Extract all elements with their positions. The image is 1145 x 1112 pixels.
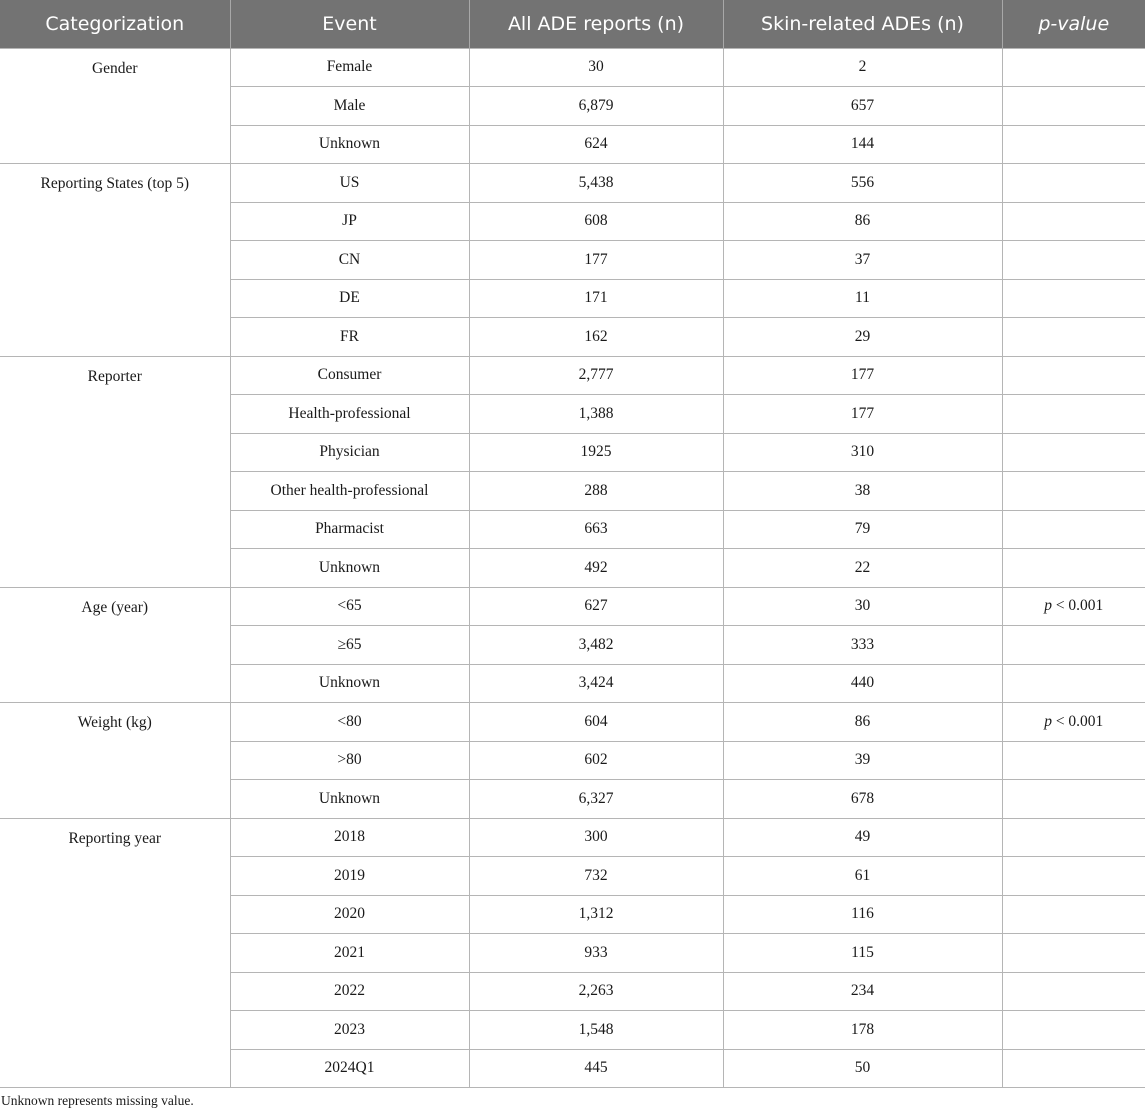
all-ade-count-cell: 30 (469, 48, 723, 87)
p-value-cell (1002, 587, 1145, 626)
skin-ade-count-cell: 79 (723, 510, 1002, 549)
category-cell: Reporting States (top 5) (0, 164, 230, 357)
table-body (0, 48, 1145, 1088)
header-event: Event (230, 0, 469, 48)
all-ade-count-cell: 288 (469, 472, 723, 511)
p-symbol: p (1044, 597, 1052, 615)
table-row (0, 356, 1145, 395)
p-value-cell (1002, 164, 1145, 203)
table-footnote: Unknown represents missing value. (1, 1093, 194, 1108)
skin-ade-count-cell: 116 (723, 895, 1002, 934)
category-cell: Age (year) (0, 587, 230, 703)
p-value-cell (1002, 895, 1145, 934)
table-row (0, 48, 1145, 87)
header-skin-related-ades: Skin-related ADEs (n) (723, 0, 1002, 48)
all-ade-count-cell: 171 (469, 279, 723, 318)
p-value-cell (1002, 279, 1145, 318)
p-value-cell (1002, 857, 1145, 896)
p-value-cell (1002, 125, 1145, 164)
all-ade-count-cell: 1,388 (469, 395, 723, 434)
all-ade-count-cell: 627 (469, 587, 723, 626)
event-cell: Consumer (230, 356, 469, 395)
skin-ade-count-cell: 22 (723, 549, 1002, 588)
skin-ade-count-cell: 38 (723, 472, 1002, 511)
skin-ade-count-cell: 310 (723, 433, 1002, 472)
p-value-text: < 0.001 (1055, 712, 1104, 730)
skin-ade-count-cell: 115 (723, 934, 1002, 973)
event-cell: <80 (230, 703, 469, 742)
p-value-cell (1002, 1011, 1145, 1050)
p-value-cell (1002, 1049, 1145, 1088)
category-cell: Weight (kg) (0, 703, 230, 819)
all-ade-count-cell: 732 (469, 857, 723, 896)
table-row (0, 587, 1145, 626)
all-ade-count-cell: 492 (469, 549, 723, 588)
p-value-text: < 0.001 (1055, 597, 1104, 615)
table-row (0, 703, 1145, 742)
event-cell: CN (230, 241, 469, 280)
event-cell: Unknown (230, 125, 469, 164)
event-cell: 2021 (230, 934, 469, 973)
event-cell: JP (230, 202, 469, 241)
event-cell: FR (230, 318, 469, 357)
all-ade-count-cell: 177 (469, 241, 723, 280)
p-value-cell (1002, 318, 1145, 357)
all-ade-count-cell: 624 (469, 125, 723, 164)
all-ade-count-cell: 300 (469, 818, 723, 857)
skin-ade-count-cell: 2 (723, 48, 1002, 87)
event-cell: US (230, 164, 469, 203)
all-ade-count-cell: 602 (469, 741, 723, 780)
table-row (0, 164, 1145, 203)
skin-ade-count-cell: 657 (723, 87, 1002, 126)
event-cell: DE (230, 279, 469, 318)
p-value-cell (1002, 818, 1145, 857)
header-categorization: Categorization (45, 12, 185, 35)
skin-ade-count-cell: 556 (723, 164, 1002, 203)
skin-ade-count-cell: 234 (723, 972, 1002, 1011)
event-cell: 2022 (230, 972, 469, 1011)
p-value-cell (1002, 703, 1145, 742)
skin-ade-count-cell: 177 (723, 395, 1002, 434)
all-ade-count-cell: 1,312 (469, 895, 723, 934)
p-value-cell (1002, 87, 1145, 126)
skin-ade-count-cell: 29 (723, 318, 1002, 357)
p-value-cell (1002, 972, 1145, 1011)
event-cell: 2023 (230, 1011, 469, 1050)
skin-ade-count-cell: 30 (723, 587, 1002, 626)
event-cell: Female (230, 48, 469, 87)
all-ade-count-cell: 663 (469, 510, 723, 549)
event-cell: >80 (230, 741, 469, 780)
skin-ade-count-cell: 86 (723, 202, 1002, 241)
skin-ade-count-cell: 440 (723, 664, 1002, 703)
event-cell: Male (230, 87, 469, 126)
all-ade-count-cell: 2,777 (469, 356, 723, 395)
p-value-cell (1002, 626, 1145, 665)
p-value-cell (1002, 241, 1145, 280)
skin-ade-count-cell: 61 (723, 857, 1002, 896)
all-ade-count-cell: 445 (469, 1049, 723, 1088)
p-value-cell (1002, 433, 1145, 472)
table-row (0, 818, 1145, 857)
p-value-cell (1002, 664, 1145, 703)
event-cell: 2019 (230, 857, 469, 896)
all-ade-count-cell: 3,424 (469, 664, 723, 703)
event-cell: 2020 (230, 895, 469, 934)
skin-ade-count-cell: 333 (723, 626, 1002, 665)
event-cell: Unknown (230, 664, 469, 703)
all-ade-count-cell: 5,438 (469, 164, 723, 203)
all-ade-count-cell: 6,327 (469, 780, 723, 819)
p-value-cell (1002, 202, 1145, 241)
event-cell: Other health-professional (230, 472, 469, 511)
event-cell: 2018 (230, 818, 469, 857)
all-ade-count-cell: 933 (469, 934, 723, 973)
category-cell: Reporting year (0, 818, 230, 1088)
skin-ade-count-cell: 49 (723, 818, 1002, 857)
event-cell: Unknown (230, 780, 469, 819)
skin-ade-count-cell: 178 (723, 1011, 1002, 1050)
event-cell: ≥65 (230, 626, 469, 665)
p-value-cell (1002, 510, 1145, 549)
all-ade-count-cell: 6,879 (469, 87, 723, 126)
p-value-cell (1002, 48, 1145, 87)
skin-ade-count-cell: 50 (723, 1049, 1002, 1088)
p-value-cell (1002, 549, 1145, 588)
header-p-value: p-value (1002, 0, 1145, 48)
skin-ade-count-cell: 86 (723, 703, 1002, 742)
event-cell: Unknown (230, 549, 469, 588)
p-value-cell (1002, 472, 1145, 511)
skin-ade-count-cell: 144 (723, 125, 1002, 164)
p-value-cell (1002, 395, 1145, 434)
p-value-cell (1002, 934, 1145, 973)
event-cell: 2024Q1 (230, 1049, 469, 1088)
all-ade-count-cell: 162 (469, 318, 723, 357)
skin-ade-count-cell: 11 (723, 279, 1002, 318)
all-ade-count-cell: 608 (469, 202, 723, 241)
event-cell: Pharmacist (230, 510, 469, 549)
all-ade-count-cell: 2,263 (469, 972, 723, 1011)
header-all-ade-reports: All ADE reports (n) (469, 0, 723, 48)
table-header-row (0, 0, 1145, 48)
p-value-cell (1002, 356, 1145, 395)
p-value-cell (1002, 741, 1145, 780)
all-ade-count-cell: 3,482 (469, 626, 723, 665)
skin-ade-count-cell: 39 (723, 741, 1002, 780)
category-cell: Gender (0, 48, 230, 164)
event-cell: Physician (230, 433, 469, 472)
all-ade-count-cell: 604 (469, 703, 723, 742)
p-symbol: p (1044, 712, 1052, 730)
skin-ade-count-cell: 37 (723, 241, 1002, 280)
event-cell: <65 (230, 587, 469, 626)
skin-ade-count-cell: 177 (723, 356, 1002, 395)
p-value-cell (1002, 780, 1145, 819)
skin-ade-count-cell: 678 (723, 780, 1002, 819)
event-cell: Health-professional (230, 395, 469, 434)
all-ade-count-cell: 1,548 (469, 1011, 723, 1050)
all-ade-count-cell: 1925 (469, 433, 723, 472)
category-cell: Reporter (0, 356, 230, 587)
